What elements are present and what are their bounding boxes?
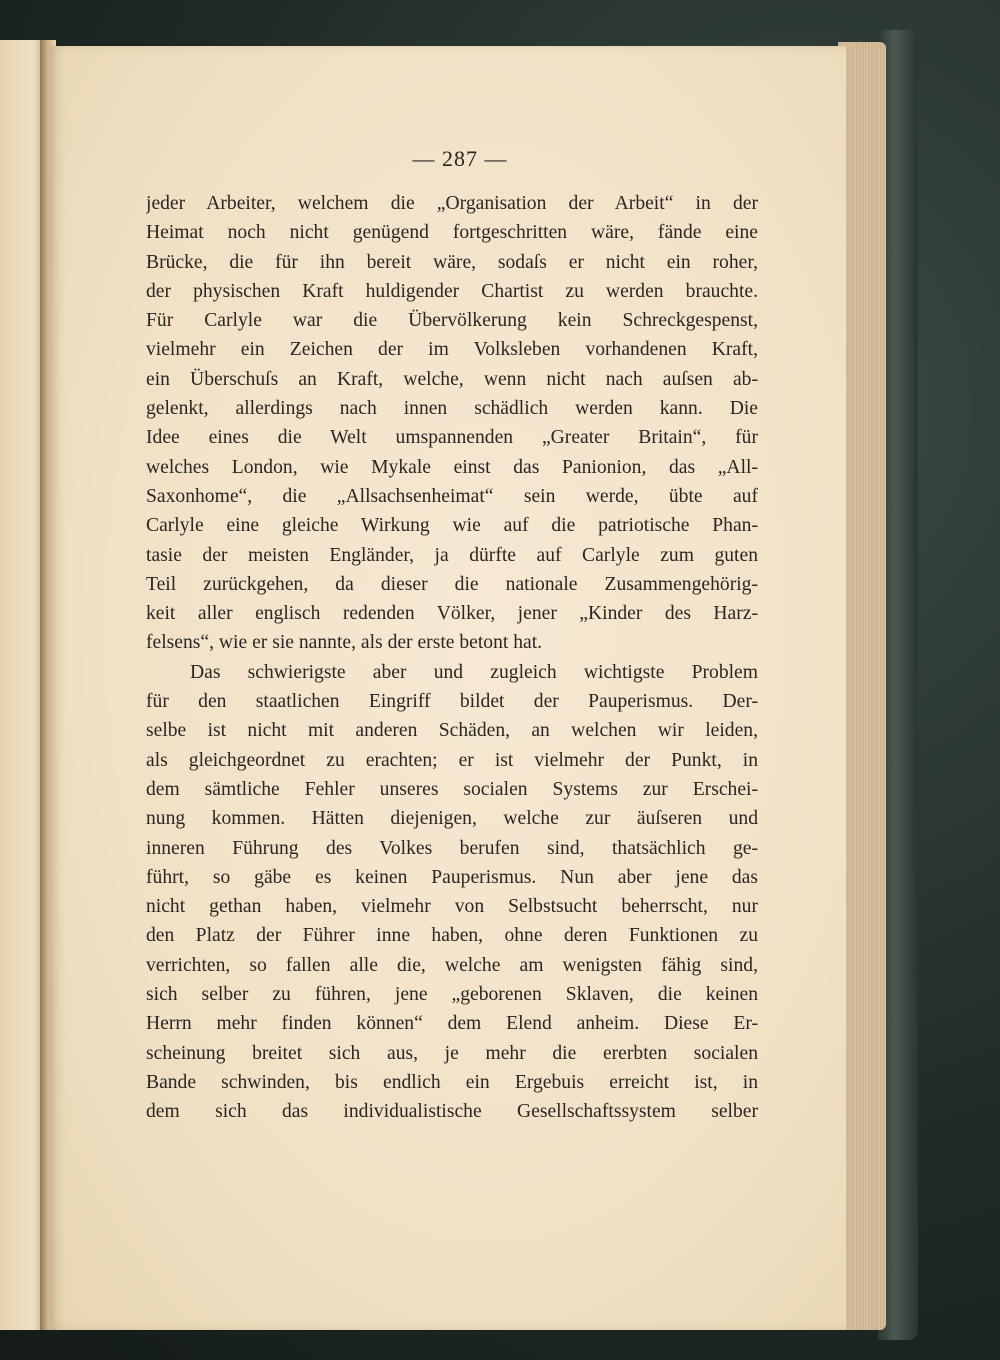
text-line: dem sämtliche Fehler unseres socialen Systems zur Erschei- xyxy=(146,778,758,800)
text-line: der physischen Kraft huldigender Chartist zu werden brauchte. xyxy=(146,280,758,302)
text-line: führt, so gäbe es keinen Pauperismus. Nun aber jene das xyxy=(146,866,758,888)
text-line: nung kommen. Hätten diejenigen, welche zur äuſseren und xyxy=(146,808,758,830)
text-line: für den staatlichen Eingriff bildet der Pauperismus. Der- xyxy=(146,691,758,713)
text-line: selbe ist nicht mit anderen Schäden, an welchen wir leiden, xyxy=(146,720,758,742)
text-line: welches London, wie Mykale einst das Panionion, das „All- xyxy=(146,456,758,478)
text-line: ein Überschuſs an Kraft, welche, wenn nicht nach auſsen ab- xyxy=(146,368,758,390)
text-line: Idee eines die Welt umspannenden „Greater Britain“, für xyxy=(146,427,758,449)
book-page xyxy=(50,46,846,1330)
page-number: — 287 — xyxy=(412,146,508,171)
text-line: Brücke, die für ihn bereit wäre, sodaſs er nicht ein roher, xyxy=(146,251,758,273)
text-line: felsens“, wie er sie nannte, als der erste betont hat. xyxy=(146,632,543,654)
text-line: scheinung breitet sich aus, je mehr die ererbten socialen xyxy=(146,1042,758,1064)
text-line: inneren Führung des Volkes berufen sind, thatsächlich ge- xyxy=(146,837,758,859)
text-line: als gleichgeordnet zu erachten; er ist vielmehr der Punkt, in xyxy=(146,749,758,771)
text-line: Für Carlyle war die Übervölkerung kein Schreckgespenst, xyxy=(146,310,758,332)
text-line: gelenkt, allerdings nach innen schädlich werden kann. Die xyxy=(146,398,758,420)
text-line: Herrn mehr finden können“ dem Elend anheim. Diese Er- xyxy=(146,1013,758,1035)
text-line: den Platz der Führer inne haben, ohne deren Funktionen zu xyxy=(146,925,758,947)
text-line: nicht gethan haben, vielmehr von Selbstsucht beherrscht, nur xyxy=(146,896,758,918)
text-line: vielmehr ein Zeichen der im Volksleben vorhandenen Kraft, xyxy=(146,339,758,361)
text-line: Heimat noch nicht genügend fortgeschritten wäre, fände eine xyxy=(146,222,758,244)
text-line: Teil zurückgehen, da dieser die nationale Zusammengehörig- xyxy=(146,573,758,595)
body-text xyxy=(146,189,758,1127)
paragraph-start-line: Das schwierigste aber und zugleich wichtigste Problem xyxy=(190,661,758,683)
text-line: sich selber zu führen, jene „geborenen Sklaven, die keinen xyxy=(146,984,758,1006)
text-line: Bande schwinden, bis endlich ein Ergebuis erreicht ist, in xyxy=(146,1071,758,1093)
text-line: Saxonhome“, die „Allsachsenheimat“ sein werde, übte auf xyxy=(146,485,758,507)
text-line: keit aller englisch redenden Völker, jener „Kinder des Harz- xyxy=(146,603,758,625)
text-line: jeder Arbeiter, welchem die „Organisation der Arbeit“ in der xyxy=(146,193,758,214)
text-line: dem sich das individualistische Gesellschaftssystem selber xyxy=(146,1101,758,1123)
text-line: Carlyle eine gleiche Wirkung wie auf die patriotische Phan- xyxy=(146,515,758,537)
text-line: verrichten, so fallen alle die, welche am wenigsten fähig sind, xyxy=(146,954,758,976)
text-line: tasie der meisten Engländer, ja dürfte auf Carlyle zum guten xyxy=(146,544,758,566)
